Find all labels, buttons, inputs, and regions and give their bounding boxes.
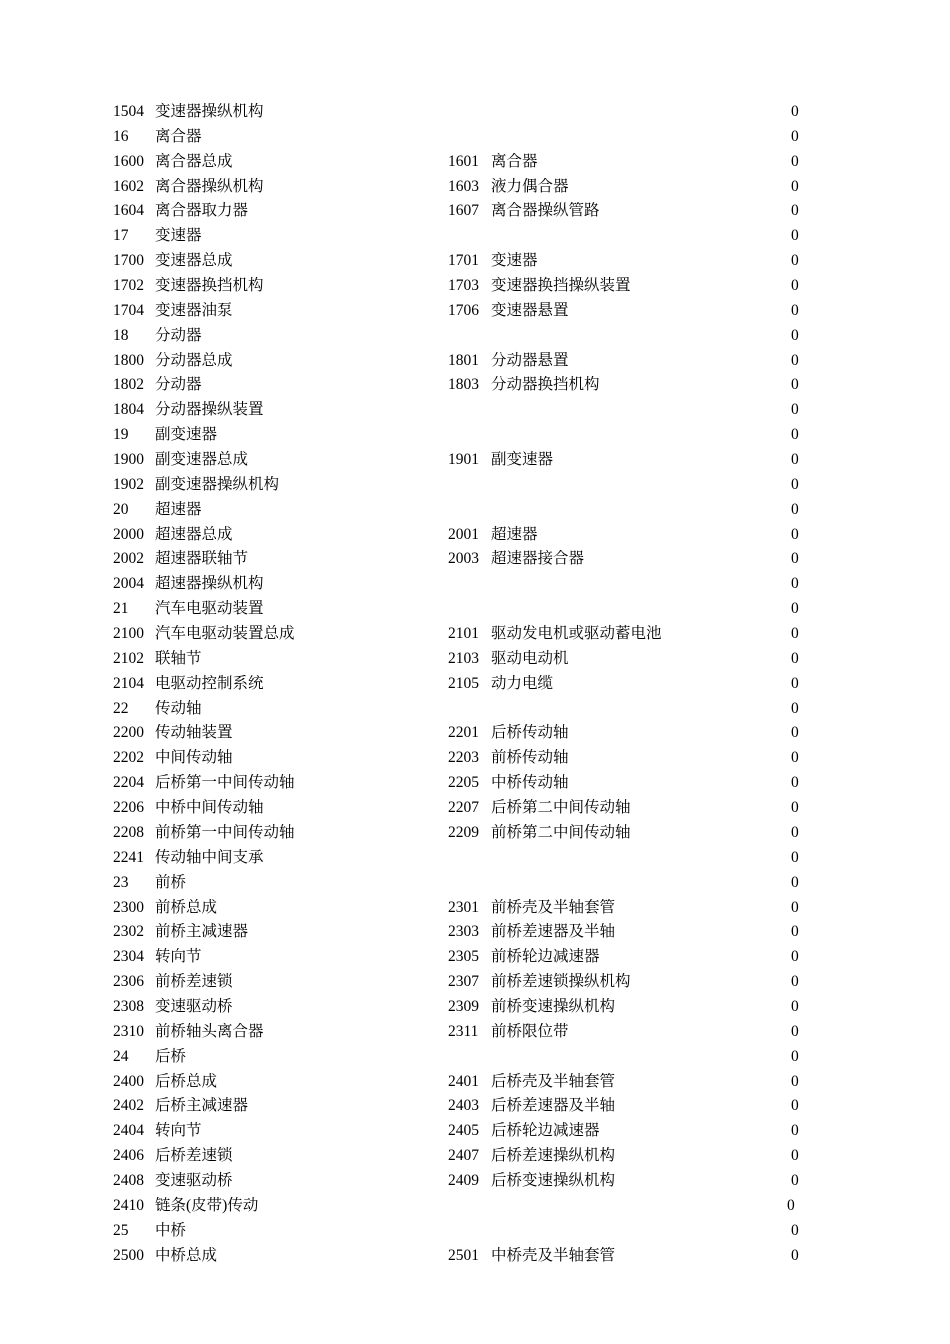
row-value: 0 bbox=[791, 973, 799, 991]
code-primary: 24 bbox=[113, 1047, 129, 1065]
row-value: 0 bbox=[791, 649, 799, 667]
code-secondary: 2205 bbox=[448, 774, 479, 792]
code-secondary: 2403 bbox=[448, 1097, 479, 1115]
list-row bbox=[0, 746, 950, 771]
name-primary: 转向节 bbox=[155, 948, 202, 966]
list-row bbox=[0, 995, 950, 1020]
name-primary: 前桥 bbox=[155, 873, 187, 891]
name-secondary: 前桥壳及半轴套管 bbox=[491, 898, 616, 916]
code-secondary: 1803 bbox=[448, 376, 479, 394]
code-primary: 2406 bbox=[113, 1147, 144, 1165]
list-row bbox=[0, 572, 950, 597]
code-primary: 2300 bbox=[113, 898, 144, 916]
code-secondary: 1801 bbox=[448, 351, 479, 369]
list-row bbox=[0, 920, 950, 945]
list-row bbox=[0, 1045, 950, 1070]
list-row bbox=[0, 1094, 950, 1119]
name-primary: 分动器 bbox=[155, 376, 202, 394]
list-row bbox=[0, 249, 950, 274]
name-primary: 联轴节 bbox=[155, 649, 202, 667]
name-secondary: 超速器接合器 bbox=[491, 550, 585, 568]
row-value: 0 bbox=[791, 1097, 799, 1115]
code-primary: 1902 bbox=[113, 475, 144, 493]
code-secondary: 2301 bbox=[448, 898, 479, 916]
list-row bbox=[0, 100, 950, 125]
code-secondary: 2405 bbox=[448, 1122, 479, 1140]
row-value: 0 bbox=[791, 1171, 799, 1189]
name-secondary: 超速器 bbox=[491, 525, 538, 543]
name-secondary: 前桥差速锁操纵机构 bbox=[491, 973, 631, 991]
code-secondary: 2003 bbox=[448, 550, 479, 568]
name-primary: 前桥总成 bbox=[155, 898, 218, 916]
name-secondary: 分动器换挡机构 bbox=[491, 376, 600, 394]
list-row bbox=[0, 175, 950, 200]
row-value: 0 bbox=[791, 401, 799, 419]
name-primary: 传动轴装置 bbox=[155, 724, 233, 742]
list-row bbox=[0, 373, 950, 398]
code-primary: 1800 bbox=[113, 351, 144, 369]
name-primary: 前桥第一中间传动轴 bbox=[155, 823, 295, 841]
row-value: 0 bbox=[791, 823, 799, 841]
code-primary: 1700 bbox=[113, 252, 144, 270]
name-secondary: 前桥第二中间传动轴 bbox=[491, 823, 631, 841]
list-row bbox=[0, 448, 950, 473]
code-primary: 2104 bbox=[113, 674, 144, 692]
name-primary: 超速器总成 bbox=[155, 525, 233, 543]
code-primary: 1600 bbox=[113, 152, 144, 170]
code-primary: 2004 bbox=[113, 575, 144, 593]
row-value: 0 bbox=[791, 426, 799, 444]
name-primary: 后桥 bbox=[155, 1047, 187, 1065]
row-value: 0 bbox=[791, 177, 799, 195]
code-secondary: 2401 bbox=[448, 1072, 479, 1090]
list-row bbox=[0, 150, 950, 175]
name-secondary: 前桥变速操纵机构 bbox=[491, 997, 616, 1015]
code-primary: 19 bbox=[113, 426, 129, 444]
list-row bbox=[0, 547, 950, 572]
list-row bbox=[0, 1244, 950, 1269]
code-primary: 2200 bbox=[113, 724, 144, 742]
code-primary: 2308 bbox=[113, 997, 144, 1015]
code-primary: 2241 bbox=[113, 848, 144, 866]
name-secondary: 变速器悬置 bbox=[491, 301, 569, 319]
code-primary: 2302 bbox=[113, 923, 144, 941]
code-primary: 21 bbox=[113, 600, 129, 618]
list-row bbox=[0, 796, 950, 821]
code-primary: 2310 bbox=[113, 1022, 144, 1040]
code-secondary: 2207 bbox=[448, 799, 479, 817]
name-primary: 变速器油泵 bbox=[155, 301, 233, 319]
row-value: 0 bbox=[791, 1122, 799, 1140]
name-secondary: 后桥变速操纵机构 bbox=[491, 1171, 616, 1189]
name-primary: 变速器换挡机构 bbox=[155, 277, 264, 295]
code-primary: 1900 bbox=[113, 451, 144, 469]
row-value: 0 bbox=[791, 600, 799, 618]
name-secondary: 后桥差速操纵机构 bbox=[491, 1147, 616, 1165]
name-primary: 分动器总成 bbox=[155, 351, 233, 369]
name-secondary: 驱动发电机或驱动蓄电池 bbox=[491, 625, 662, 643]
name-primary: 汽车电驱动装置 bbox=[155, 600, 264, 618]
row-value: 0 bbox=[791, 923, 799, 941]
row-value: 0 bbox=[791, 948, 799, 966]
list-row bbox=[0, 672, 950, 697]
name-secondary: 离合器 bbox=[491, 152, 538, 170]
list-row bbox=[0, 697, 950, 722]
code-secondary: 2501 bbox=[448, 1246, 479, 1264]
name-primary: 副变速器操纵机构 bbox=[155, 475, 280, 493]
list-row bbox=[0, 1020, 950, 1045]
row-value: 0 bbox=[791, 525, 799, 543]
code-secondary: 1601 bbox=[448, 152, 479, 170]
code-secondary: 2105 bbox=[448, 674, 479, 692]
code-primary: 2404 bbox=[113, 1122, 144, 1140]
code-secondary: 2001 bbox=[448, 525, 479, 543]
code-secondary: 2311 bbox=[448, 1022, 479, 1040]
name-primary: 离合器总成 bbox=[155, 152, 233, 170]
name-secondary: 中桥传动轴 bbox=[491, 774, 569, 792]
name-primary: 中桥总成 bbox=[155, 1246, 218, 1264]
list-row bbox=[0, 1119, 950, 1144]
list-row bbox=[0, 1144, 950, 1169]
row-value: 0 bbox=[791, 500, 799, 518]
code-secondary: 1607 bbox=[448, 202, 479, 220]
name-primary: 前桥主减速器 bbox=[155, 923, 249, 941]
row-value: 0 bbox=[791, 1047, 799, 1065]
name-primary: 变速驱动桥 bbox=[155, 1171, 233, 1189]
name-primary: 电驱动控制系统 bbox=[155, 674, 264, 692]
name-secondary: 后桥轮边减速器 bbox=[491, 1122, 600, 1140]
code-primary: 2304 bbox=[113, 948, 144, 966]
row-value: 0 bbox=[791, 749, 799, 767]
name-secondary: 分动器悬置 bbox=[491, 351, 569, 369]
code-secondary: 1706 bbox=[448, 301, 479, 319]
code-secondary: 1701 bbox=[448, 252, 479, 270]
list-row bbox=[0, 1219, 950, 1244]
name-primary: 离合器 bbox=[155, 127, 202, 145]
code-primary: 1702 bbox=[113, 277, 144, 295]
row-value: 0 bbox=[791, 674, 799, 692]
name-primary: 后桥主减速器 bbox=[155, 1097, 249, 1115]
list-row bbox=[0, 299, 950, 324]
row-value: 0 bbox=[791, 550, 799, 568]
row-value: 0 bbox=[791, 625, 799, 643]
name-primary: 后桥总成 bbox=[155, 1072, 218, 1090]
row-value: 0 bbox=[791, 277, 799, 295]
code-primary: 2100 bbox=[113, 625, 144, 643]
code-primary: 2102 bbox=[113, 649, 144, 667]
row-value: 0 bbox=[791, 376, 799, 394]
list-row bbox=[0, 1070, 950, 1095]
code-primary: 2204 bbox=[113, 774, 144, 792]
name-primary: 前桥轴头离合器 bbox=[155, 1022, 264, 1040]
list-row bbox=[0, 498, 950, 523]
list-row bbox=[0, 1194, 950, 1219]
code-primary: 2202 bbox=[113, 749, 144, 767]
code-primary: 1602 bbox=[113, 177, 144, 195]
code-secondary: 2101 bbox=[448, 625, 479, 643]
name-primary: 超速器联轴节 bbox=[155, 550, 249, 568]
row-value: 0 bbox=[791, 1246, 799, 1264]
code-primary: 17 bbox=[113, 227, 129, 245]
row-value: 0 bbox=[791, 575, 799, 593]
name-primary: 变速器总成 bbox=[155, 252, 233, 270]
name-primary: 链条(皮带)传动 bbox=[155, 1196, 259, 1214]
list-row bbox=[0, 224, 950, 249]
list-row bbox=[0, 821, 950, 846]
name-primary: 前桥差速锁 bbox=[155, 973, 233, 991]
name-secondary: 前桥传动轴 bbox=[491, 749, 569, 767]
name-secondary: 前桥轮边减速器 bbox=[491, 948, 600, 966]
code-primary: 2208 bbox=[113, 823, 144, 841]
code-secondary: 2203 bbox=[448, 749, 479, 767]
list-row bbox=[0, 125, 950, 150]
row-value: 0 bbox=[791, 848, 799, 866]
list-row bbox=[0, 398, 950, 423]
code-secondary: 2407 bbox=[448, 1147, 479, 1165]
list-row bbox=[0, 622, 950, 647]
row-value: 0 bbox=[791, 1221, 799, 1239]
code-secondary: 2303 bbox=[448, 923, 479, 941]
row-value: 0 bbox=[787, 1196, 795, 1214]
code-secondary: 2309 bbox=[448, 997, 479, 1015]
row-value: 0 bbox=[791, 152, 799, 170]
row-value: 0 bbox=[791, 103, 799, 120]
list-row bbox=[0, 771, 950, 796]
code-primary: 16 bbox=[113, 127, 129, 145]
list-row bbox=[0, 871, 950, 896]
code-secondary: 2409 bbox=[448, 1171, 479, 1189]
row-value: 0 bbox=[791, 1072, 799, 1090]
code-primary: 1802 bbox=[113, 376, 144, 394]
row-value: 0 bbox=[791, 898, 799, 916]
name-secondary: 液力偶合器 bbox=[491, 177, 569, 195]
code-secondary: 2307 bbox=[448, 973, 479, 991]
parts-code-list bbox=[0, 100, 950, 1268]
name-secondary: 中桥壳及半轴套管 bbox=[491, 1246, 616, 1264]
list-row bbox=[0, 970, 950, 995]
row-value: 0 bbox=[791, 1022, 799, 1040]
name-primary: 离合器取力器 bbox=[155, 202, 249, 220]
code-primary: 1504 bbox=[113, 103, 144, 120]
row-value: 0 bbox=[791, 774, 799, 792]
code-primary: 23 bbox=[113, 873, 129, 891]
row-value: 0 bbox=[791, 227, 799, 245]
row-value: 0 bbox=[791, 326, 799, 344]
name-primary: 副变速器 bbox=[155, 426, 218, 444]
code-secondary: 1603 bbox=[448, 177, 479, 195]
name-primary: 超速器操纵机构 bbox=[155, 575, 264, 593]
name-primary: 变速器 bbox=[155, 227, 202, 245]
code-primary: 2408 bbox=[113, 1171, 144, 1189]
code-primary: 2410 bbox=[113, 1196, 144, 1214]
row-value: 0 bbox=[791, 202, 799, 220]
row-value: 0 bbox=[791, 451, 799, 469]
list-row bbox=[0, 199, 950, 224]
name-secondary: 变速器 bbox=[491, 252, 538, 270]
name-primary: 转向节 bbox=[155, 1122, 202, 1140]
name-primary: 中桥 bbox=[155, 1221, 187, 1239]
list-row bbox=[0, 423, 950, 448]
code-primary: 25 bbox=[113, 1221, 129, 1239]
row-value: 0 bbox=[791, 799, 799, 817]
name-primary: 分动器操纵装置 bbox=[155, 401, 264, 419]
name-secondary: 后桥传动轴 bbox=[491, 724, 569, 742]
code-primary: 1804 bbox=[113, 401, 144, 419]
code-primary: 2500 bbox=[113, 1246, 144, 1264]
code-primary: 2002 bbox=[113, 550, 144, 568]
name-secondary: 动力电缆 bbox=[491, 674, 554, 692]
name-primary: 中间传动轴 bbox=[155, 749, 233, 767]
code-secondary: 2201 bbox=[448, 724, 479, 742]
name-primary: 分动器 bbox=[155, 326, 202, 344]
list-row bbox=[0, 846, 950, 871]
list-row bbox=[0, 597, 950, 622]
code-secondary: 2305 bbox=[448, 948, 479, 966]
list-row bbox=[0, 1169, 950, 1194]
code-secondary: 1901 bbox=[448, 451, 479, 469]
name-primary: 中桥中间传动轴 bbox=[155, 799, 264, 817]
row-value: 0 bbox=[791, 997, 799, 1015]
name-secondary: 后桥差速器及半轴 bbox=[491, 1097, 616, 1115]
name-secondary: 前桥限位带 bbox=[491, 1022, 569, 1040]
code-primary: 1604 bbox=[113, 202, 144, 220]
list-row bbox=[0, 945, 950, 970]
code-primary: 20 bbox=[113, 500, 129, 518]
list-row bbox=[0, 349, 950, 374]
code-primary: 2306 bbox=[113, 973, 144, 991]
name-primary: 超速器 bbox=[155, 500, 202, 518]
name-primary: 传动轴中间支承 bbox=[155, 848, 264, 866]
name-primary: 变速器操纵机构 bbox=[155, 103, 264, 120]
row-value: 0 bbox=[791, 1147, 799, 1165]
name-secondary: 副变速器 bbox=[491, 451, 554, 469]
row-value: 0 bbox=[791, 724, 799, 742]
list-row bbox=[0, 473, 950, 498]
list-row bbox=[0, 647, 950, 672]
row-value: 0 bbox=[791, 475, 799, 493]
name-secondary: 驱动电动机 bbox=[491, 649, 569, 667]
name-secondary: 变速器换挡操纵装置 bbox=[491, 277, 631, 295]
name-primary: 变速驱动桥 bbox=[155, 997, 233, 1015]
name-primary: 后桥差速锁 bbox=[155, 1147, 233, 1165]
name-secondary: 离合器操纵管路 bbox=[491, 202, 600, 220]
code-primary: 2400 bbox=[113, 1072, 144, 1090]
row-value: 0 bbox=[791, 127, 799, 145]
name-secondary: 前桥差速器及半轴 bbox=[491, 923, 616, 941]
code-primary: 2206 bbox=[113, 799, 144, 817]
row-value: 0 bbox=[791, 351, 799, 369]
name-primary: 副变速器总成 bbox=[155, 451, 249, 469]
name-primary: 离合器操纵机构 bbox=[155, 177, 264, 195]
code-secondary: 2103 bbox=[448, 649, 479, 667]
row-value: 0 bbox=[791, 301, 799, 319]
list-row bbox=[0, 324, 950, 349]
row-value: 0 bbox=[791, 873, 799, 891]
code-primary: 18 bbox=[113, 326, 129, 344]
code-primary: 2000 bbox=[113, 525, 144, 543]
code-primary: 2402 bbox=[113, 1097, 144, 1115]
name-secondary: 后桥壳及半轴套管 bbox=[491, 1072, 616, 1090]
list-row bbox=[0, 274, 950, 299]
name-primary: 后桥第一中间传动轴 bbox=[155, 774, 295, 792]
list-row bbox=[0, 721, 950, 746]
code-secondary: 2209 bbox=[448, 823, 479, 841]
code-primary: 1704 bbox=[113, 301, 144, 319]
list-row bbox=[0, 523, 950, 548]
list-row bbox=[0, 896, 950, 921]
row-value: 0 bbox=[791, 699, 799, 717]
name-primary: 传动轴 bbox=[155, 699, 202, 717]
name-primary: 汽车电驱动装置总成 bbox=[155, 625, 295, 643]
code-primary: 22 bbox=[113, 699, 129, 717]
row-value: 0 bbox=[791, 252, 799, 270]
code-secondary: 1703 bbox=[448, 277, 479, 295]
name-secondary: 后桥第二中间传动轴 bbox=[491, 799, 631, 817]
